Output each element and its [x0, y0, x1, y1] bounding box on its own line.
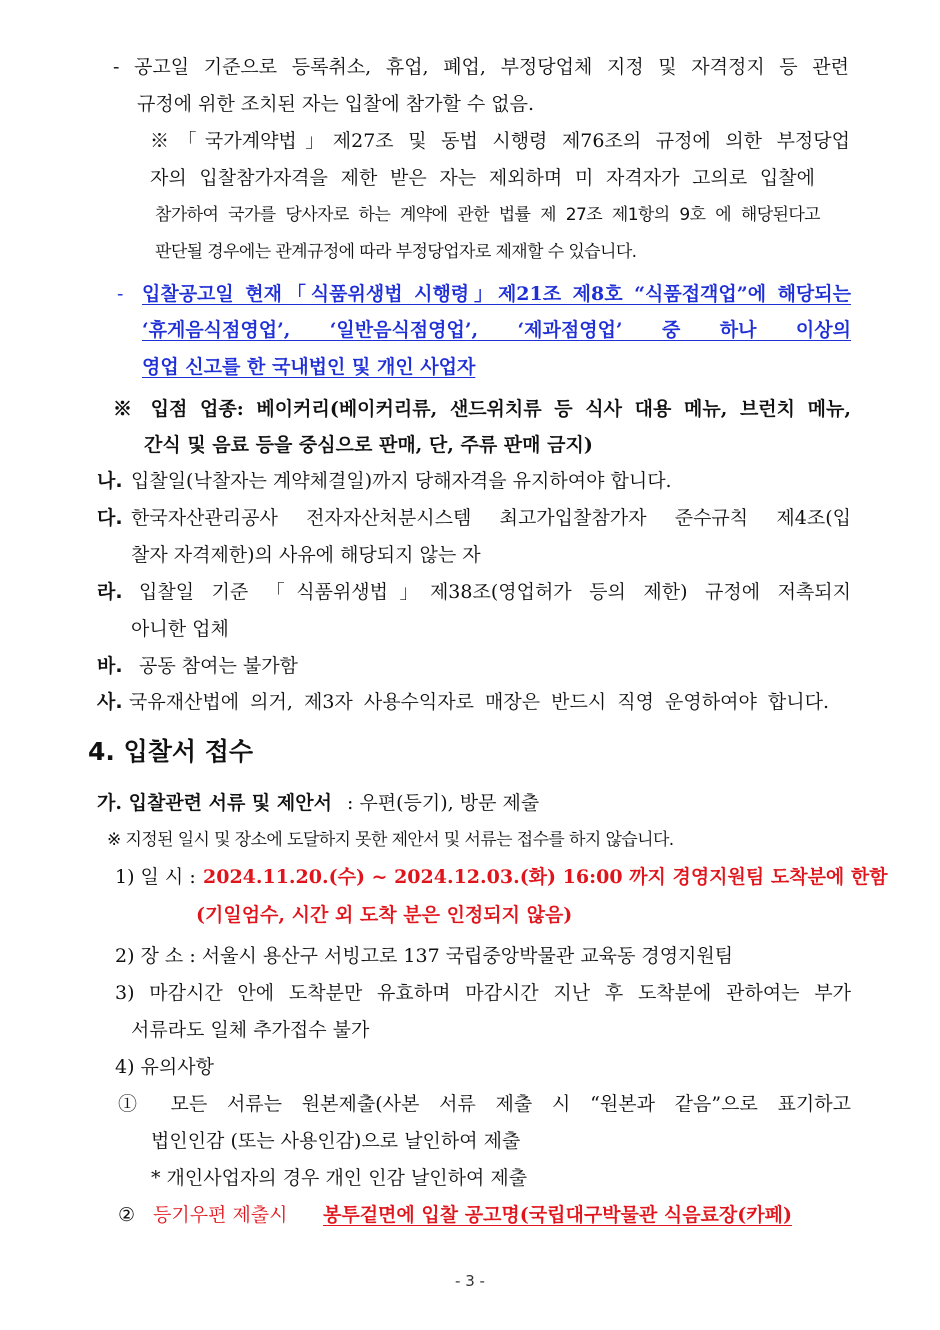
line-23: 2) 장 소 : 서울시 용산구 서빙고로 137 국립중앙박물관 교육동 경영지원팀 — [115, 945, 734, 967]
line-7-dash: - — [117, 283, 124, 305]
line-21: 2024.11.20.(수) ~ 2024.12.03.(화) 16:00 까지 경영지원팀 도착분에 한함 — [203, 866, 888, 888]
line-9: 영업 신고를 한 국내법인 및 개인 사업자 — [142, 356, 476, 378]
line-1: - 공고일 기준으로 등록취소, 휴업, 폐업, 부정당업체 지정 및 자격정지 등 관련 — [113, 56, 849, 78]
line-30-b: 봉투겉면에 입찰 공고명(국립대구박물관 식음료장(카페) — [323, 1204, 792, 1226]
line-6: 판단될 경우에는 관계규정에 따라 부정당업자로 제재할 수 있습니다. — [155, 242, 637, 262]
line-25: 서류라도 일체 추가접수 불가 — [131, 1019, 370, 1041]
line-18-mark: 사. — [97, 691, 123, 713]
line-28: 법인인감 (또는 사용인감)으로 날인하여 제출 — [151, 1130, 521, 1152]
line-13: 한국자산관리공사 전자자산처분시스템 최고가입찰참가자 준수규칙 제4조(입 — [131, 507, 851, 529]
line-18: 국유재산법에 의거, 제3자 사용수익자로 매장은 반드시 직영 운영하여야 합니다. — [129, 691, 829, 713]
line-30-a: 등기우편 제출시 — [153, 1204, 288, 1226]
line-5: 참가하여 국가를 당사자로 하는 계약에 관한 법률 제 27조 제1항의 9호 에 해당된다고 — [155, 205, 820, 225]
line-30-mark: ② — [118, 1204, 136, 1226]
line-4: 자의 입찰참가자격을 제한 받은 자는 제외하며 미 자격자가 고의로 입찰에 — [150, 167, 815, 189]
line-14: 찰자 자격제한)의 사유에 해당되지 않는 자 — [131, 544, 481, 566]
line-10: ※ 입점 업종: 베이커리(베이커리류, 샌드위치류 등 식사 대용 메뉴, 브런치 메뉴, — [113, 398, 851, 420]
line-16: 아니한 업체 — [131, 618, 229, 640]
line-29: * 개인사업자의 경우 개인 인감 날인하여 제출 — [151, 1167, 528, 1189]
line-27: ① 모든 서류는 원본제출(사본 서류 제출 시 “원본과 같음”으로 표기하고 — [118, 1093, 851, 1115]
line-12: 입찰일(낙찰자는 계약체결일)까지 당해자격을 유지하여야 합니다. — [131, 470, 672, 492]
line-11: 간식 및 음료 등을 중심으로 판매, 단, 주류 판매 금지) — [144, 434, 593, 456]
line-3: ※「국가계약법」제27조 및 동법 시행령 제76조의 규정에 의한 부정당업 — [150, 130, 850, 152]
line-13-mark: 다. — [97, 507, 123, 529]
line-15: 입찰일 기준 「식품위생법」제38조(영업허가 등의 제한) 규정에 저촉되지 — [139, 581, 851, 603]
section-heading: 4. 입찰서 접수 — [88, 737, 254, 766]
line-26: 4) 유의사항 — [115, 1056, 214, 1078]
line-17: 공동 참여는 불가함 — [139, 655, 298, 677]
line-20: ※ 지정된 일시 및 장소에 도달하지 못한 제안서 및 서류는 접수를 하지 않습니다. — [107, 830, 674, 850]
line-19-label: 가. 입찰관련 서류 및 제안서 — [97, 792, 332, 814]
line-21-label: 1) 일 시 : — [115, 866, 196, 888]
line-8: ‘휴게음식점영업’, ‘일반음식점영업’, ‘제과점영업’ 중 하나 이상의 — [142, 319, 851, 341]
line-17-mark: 바. — [97, 655, 123, 677]
line-12-mark: 나. — [97, 470, 123, 492]
line-15-mark: 라. — [97, 581, 123, 603]
line-22: (기일엄수, 시간 외 도착 분은 인정되지 않음) — [196, 904, 573, 926]
line-24: 3) 마감시간 안에 도착분만 유효하며 마감시간 지난 후 도착분에 관하여는 부가 — [115, 982, 851, 1004]
line-2: 규정에 위한 조치된 자는 입찰에 참가할 수 없음. — [137, 93, 535, 115]
line-19: : 우편(등기), 방문 제출 — [347, 792, 540, 814]
line-7: 입찰공고일 현재「식품위생법 시행령」제21조 제8호 “식품접객업”에 해당되는 — [142, 283, 851, 305]
page-number: - 3 - — [455, 1272, 485, 1290]
